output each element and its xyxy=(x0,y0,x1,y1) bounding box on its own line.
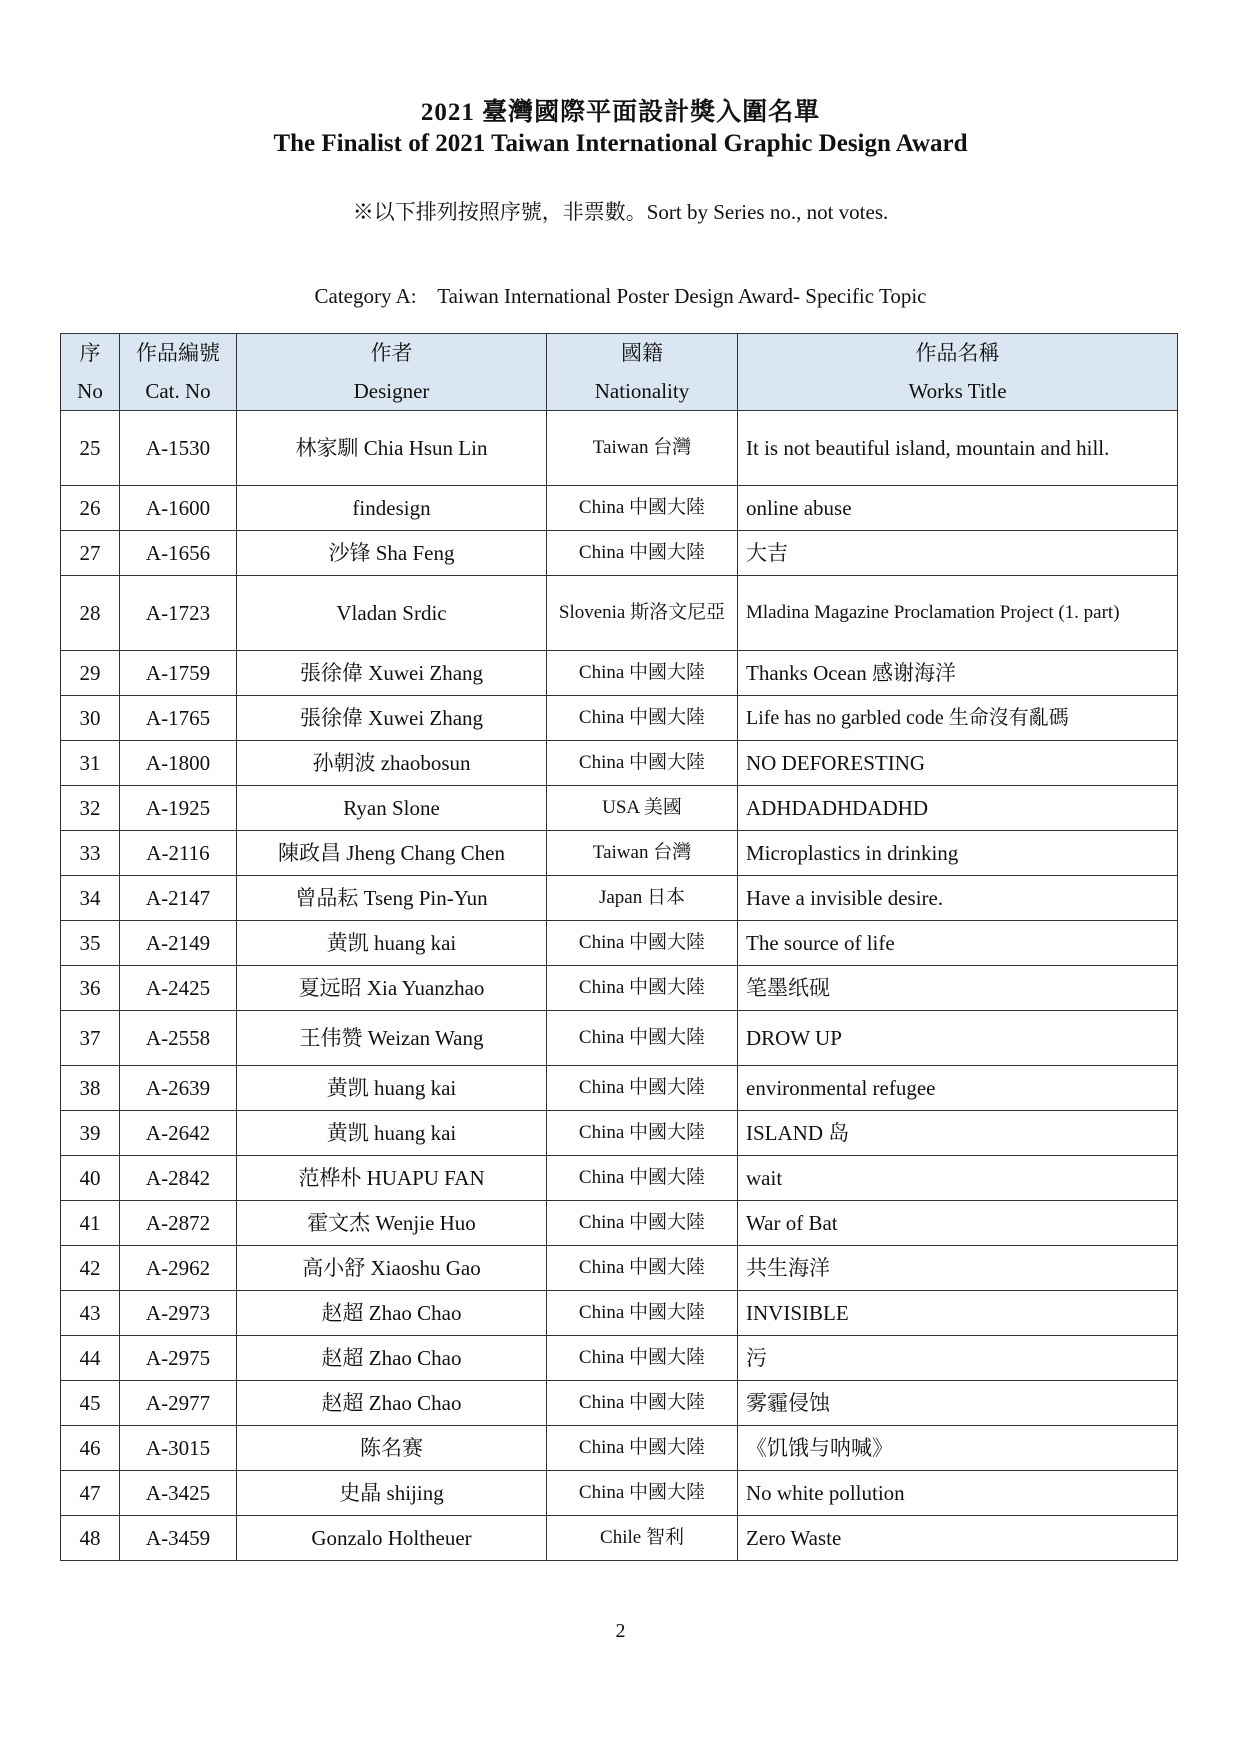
table-row xyxy=(61,576,1178,651)
page-title-chinese: 2021 臺灣國際平面設計獎入圍名單 xyxy=(420,99,821,126)
cell-cat-no: A-2842 xyxy=(120,1156,237,1201)
cell-nationality: Japan 日本 xyxy=(547,876,738,921)
cell-nationality: Slovenia 斯洛文尼亞 xyxy=(547,576,738,651)
cell-cat-no: A-2639 xyxy=(120,1066,237,1111)
cell-cat-no: A-2116 xyxy=(120,831,237,876)
cell-cat-no: A-1600 xyxy=(120,486,237,531)
cell-no: 33 xyxy=(61,831,120,876)
finalist-table xyxy=(60,333,1178,1561)
category-heading: Category A: Taiwan International Poster Design Award- Specific Topic xyxy=(314,284,927,308)
cell-works-title: DROW UP xyxy=(738,1011,1178,1066)
cell-works-title: NO DEFORESTING xyxy=(738,741,1178,786)
header-no: 序 No xyxy=(61,334,120,411)
table-row xyxy=(61,786,1178,831)
cell-works-title: It is not beautiful island, mountain and hill. xyxy=(738,411,1178,486)
table-row xyxy=(61,1066,1178,1111)
cell-nationality: China 中國大陸 xyxy=(547,651,738,696)
cell-cat-no: A-2973 xyxy=(120,1291,237,1336)
cell-cat-no: A-2975 xyxy=(120,1336,237,1381)
cell-works-title: 共生海洋 xyxy=(738,1246,1178,1291)
cell-nationality: China 中國大陸 xyxy=(547,1011,738,1066)
cell-works-title: ISLAND 岛 xyxy=(738,1111,1178,1156)
cell-cat-no: A-3425 xyxy=(120,1471,237,1516)
cell-no: 28 xyxy=(61,576,120,651)
table-row xyxy=(61,966,1178,1011)
cell-works-title: Mladina Magazine Proclamation Project (1. part) xyxy=(738,576,1178,651)
cell-no: 35 xyxy=(61,921,120,966)
cell-designer: Gonzalo Holtheuer xyxy=(237,1516,547,1561)
cell-designer: 赵超 Zhao Chao xyxy=(237,1291,547,1336)
cell-nationality: China 中國大陸 xyxy=(547,1111,738,1156)
cell-designer: 赵超 Zhao Chao xyxy=(237,1336,547,1381)
table-row xyxy=(61,876,1178,921)
cell-works-title: INVISIBLE xyxy=(738,1291,1178,1336)
cell-cat-no: A-1800 xyxy=(120,741,237,786)
cell-works-title: Microplastics in drinking xyxy=(738,831,1178,876)
cell-cat-no: A-1530 xyxy=(120,411,237,486)
table-row xyxy=(61,696,1178,741)
header-designer: 作者 Designer xyxy=(237,334,547,411)
cell-nationality: Chile 智利 xyxy=(547,1516,738,1561)
cell-works-title: online abuse xyxy=(738,486,1178,531)
cell-works-title: ADHDADHDADHD xyxy=(738,786,1178,831)
table-row xyxy=(61,1011,1178,1066)
header-cat-no: 作品編號 Cat. No xyxy=(120,334,237,411)
cell-no: 31 xyxy=(61,741,120,786)
cell-designer: 陳政昌 Jheng Chang Chen xyxy=(237,831,547,876)
cell-designer: 張徐偉 Xuwei Zhang xyxy=(237,651,547,696)
cell-no: 37 xyxy=(61,1011,120,1066)
cell-no: 36 xyxy=(61,966,120,1011)
cell-nationality: China 中國大陸 xyxy=(547,966,738,1011)
cell-designer: 霍文杰 Wenjie Huo xyxy=(237,1201,547,1246)
cell-no: 40 xyxy=(61,1156,120,1201)
cell-designer: 孙朝波 zhaobosun xyxy=(237,741,547,786)
cell-works-title: War of Bat xyxy=(738,1201,1178,1246)
cell-works-title: Have a invisible desire. xyxy=(738,876,1178,921)
cell-works-title: 笔墨纸砚 xyxy=(738,966,1178,1011)
cell-nationality: China 中國大陸 xyxy=(547,1426,738,1471)
cell-cat-no: A-2962 xyxy=(120,1246,237,1291)
cell-no: 46 xyxy=(61,1426,120,1471)
cell-nationality: China 中國大陸 xyxy=(547,1381,738,1426)
cell-nationality: China 中國大陸 xyxy=(547,1201,738,1246)
table-row xyxy=(61,1156,1178,1201)
cell-no: 30 xyxy=(61,696,120,741)
table-row xyxy=(61,651,1178,696)
table-row xyxy=(61,486,1178,531)
cell-nationality: USA 美國 xyxy=(547,786,738,831)
cell-cat-no: A-2149 xyxy=(120,921,237,966)
table-row xyxy=(61,531,1178,576)
cell-no: 43 xyxy=(61,1291,120,1336)
cell-designer: 夏远昭 Xia Yuanzhao xyxy=(237,966,547,1011)
cell-nationality: China 中國大陸 xyxy=(547,486,738,531)
header-nationality: 國籍 Nationality xyxy=(547,334,738,411)
cell-designer: 史晶 shijing xyxy=(237,1471,547,1516)
cell-designer: 高小舒 Xiaoshu Gao xyxy=(237,1246,547,1291)
cell-works-title: No white pollution xyxy=(738,1471,1178,1516)
table-row xyxy=(61,1291,1178,1336)
cell-nationality: China 中國大陸 xyxy=(547,1156,738,1201)
table-row xyxy=(61,1516,1178,1561)
cell-no: 48 xyxy=(61,1516,120,1561)
cell-designer: 沙锋 Sha Feng xyxy=(237,531,547,576)
cell-works-title: environmental refugee xyxy=(738,1066,1178,1111)
cell-nationality: China 中國大陸 xyxy=(547,921,738,966)
cell-designer: 赵超 Zhao Chao xyxy=(237,1381,547,1426)
cell-designer: Ryan Slone xyxy=(237,786,547,831)
cell-designer: findesign xyxy=(237,486,547,531)
cell-works-title: 雾霾侵蚀 xyxy=(738,1381,1178,1426)
table-row xyxy=(61,1111,1178,1156)
cell-no: 32 xyxy=(61,786,120,831)
cell-nationality: China 中國大陸 xyxy=(547,1471,738,1516)
cell-works-title: 《饥饿与呐喊》 xyxy=(738,1426,1178,1471)
cell-designer: 黄凯 huang kai xyxy=(237,1066,547,1111)
cell-works-title: 大吉 xyxy=(738,531,1178,576)
cell-cat-no: A-2147 xyxy=(120,876,237,921)
table-row xyxy=(61,1201,1178,1246)
cell-no: 39 xyxy=(61,1111,120,1156)
cell-designer: 張徐偉 Xuwei Zhang xyxy=(237,696,547,741)
cell-cat-no: A-1656 xyxy=(120,531,237,576)
cell-cat-no: A-2558 xyxy=(120,1011,237,1066)
cell-cat-no: A-2642 xyxy=(120,1111,237,1156)
cell-designer: 范桦朴 HUAPU FAN xyxy=(237,1156,547,1201)
cell-nationality: Taiwan 台灣 xyxy=(547,411,738,486)
cell-no: 25 xyxy=(61,411,120,486)
cell-cat-no: A-1723 xyxy=(120,576,237,651)
cell-no: 34 xyxy=(61,876,120,921)
cell-cat-no: A-2977 xyxy=(120,1381,237,1426)
cell-works-title: Life has no garbled code 生命沒有亂碼 xyxy=(738,696,1178,741)
cell-nationality: China 中國大陸 xyxy=(547,696,738,741)
page-number: 2 xyxy=(615,1620,626,1642)
cell-nationality: China 中國大陸 xyxy=(547,531,738,576)
table-header-row xyxy=(61,334,1178,411)
page-title-english: The Finalist of 2021 Taiwan International Graphic Design Award xyxy=(273,130,968,157)
cell-no: 38 xyxy=(61,1066,120,1111)
table-row xyxy=(61,921,1178,966)
cell-no: 26 xyxy=(61,486,120,531)
cell-designer: 黄凯 huang kai xyxy=(237,1111,547,1156)
cell-designer: 黄凯 huang kai xyxy=(237,921,547,966)
cell-no: 45 xyxy=(61,1381,120,1426)
table-row xyxy=(61,1471,1178,1516)
cell-designer: Vladan Srdic xyxy=(237,576,547,651)
cell-no: 47 xyxy=(61,1471,120,1516)
table-row xyxy=(61,1336,1178,1381)
table-row xyxy=(61,831,1178,876)
cell-cat-no: A-1759 xyxy=(120,651,237,696)
cell-works-title: 污 xyxy=(738,1336,1178,1381)
cell-cat-no: A-1925 xyxy=(120,786,237,831)
table-row xyxy=(61,1426,1178,1471)
cell-works-title: Thanks Ocean 感谢海洋 xyxy=(738,651,1178,696)
cell-no: 44 xyxy=(61,1336,120,1381)
cell-cat-no: A-2872 xyxy=(120,1201,237,1246)
cell-cat-no: A-1765 xyxy=(120,696,237,741)
cell-no: 42 xyxy=(61,1246,120,1291)
cell-cat-no: A-3459 xyxy=(120,1516,237,1561)
cell-nationality: China 中國大陸 xyxy=(547,741,738,786)
cell-nationality: Taiwan 台灣 xyxy=(547,831,738,876)
cell-works-title: wait xyxy=(738,1156,1178,1201)
cell-nationality: China 中國大陸 xyxy=(547,1336,738,1381)
cell-nationality: China 中國大陸 xyxy=(547,1066,738,1111)
table-row xyxy=(61,1246,1178,1291)
cell-designer: 曾品耘 Tseng Pin-Yun xyxy=(237,876,547,921)
cell-no: 41 xyxy=(61,1201,120,1246)
sort-note: ※以下排列按照序號，非票數。Sort by Series no., not votes. xyxy=(352,200,889,224)
cell-cat-no: A-3015 xyxy=(120,1426,237,1471)
cell-nationality: China 中國大陸 xyxy=(547,1291,738,1336)
cell-designer: 陈名赛 xyxy=(237,1426,547,1471)
cell-no: 29 xyxy=(61,651,120,696)
table-row xyxy=(61,411,1178,486)
cell-works-title: Zero Waste xyxy=(738,1516,1178,1561)
table-row xyxy=(61,741,1178,786)
header-works-title: 作品名稱 Works Title xyxy=(738,334,1178,411)
cell-works-title: The source of life xyxy=(738,921,1178,966)
cell-nationality: China 中國大陸 xyxy=(547,1246,738,1291)
cell-no: 27 xyxy=(61,531,120,576)
cell-cat-no: A-2425 xyxy=(120,966,237,1011)
cell-designer: 林家馴 Chia Hsun Lin xyxy=(237,411,547,486)
cell-designer: 王伟赞 Weizan Wang xyxy=(237,1011,547,1066)
table-row xyxy=(61,1381,1178,1426)
